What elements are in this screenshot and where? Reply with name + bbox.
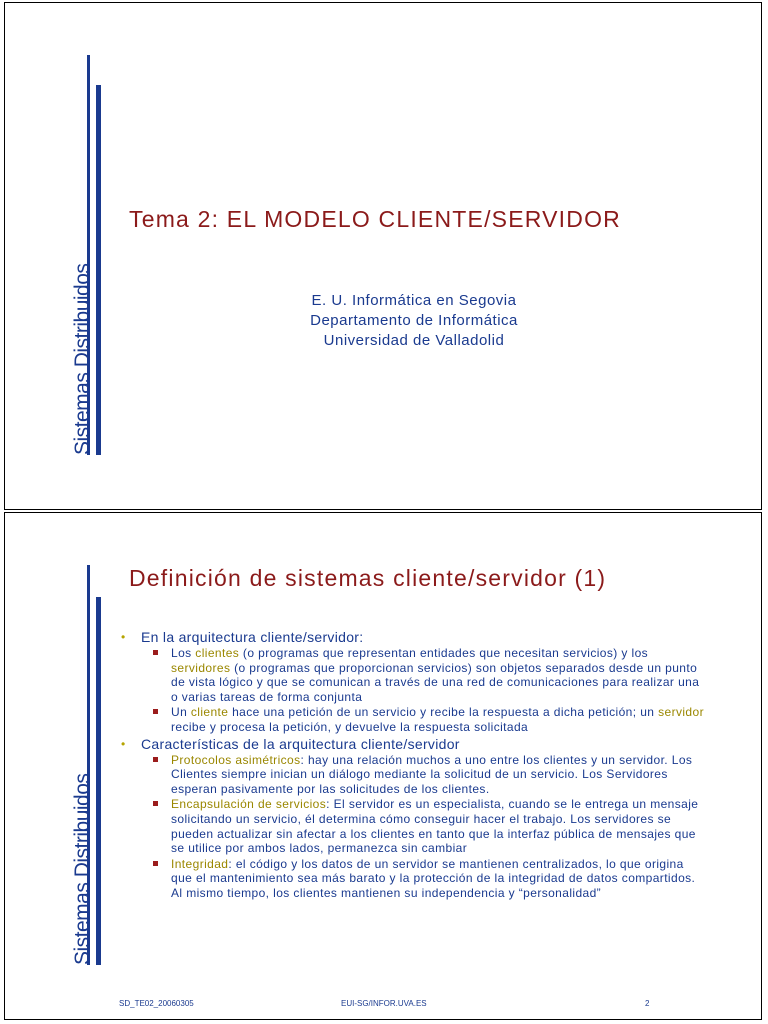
highlight-term: clientes [195, 646, 240, 660]
subtitle-line: E. U. Informática en Segovia [311, 292, 517, 309]
sub-bullet-item: Encapsulación de servicios: El servidor es un especialista, cuando se le entrega un mensaje solicitando un servicio, él determina cómo conseguir hacer el trabajo. Los servidores se pueden actualizar sin afectar a los clientes en tanto que la interfaz pública de mensajes que se utilice por ambos lados, permanezca sin cambiar [115, 797, 705, 855]
slide-body [115, 629, 705, 902]
sub-bullet-item: Protocolos asimétricos: hay una relación muchos a uno entre los clientes y un servidor. Los Clientes siempre inician un diálogo mediante la solicitud de un servicio. Los Servidores esperan pasivamente por las solicitudes de los clientes. [115, 753, 705, 797]
page-number: 2 [645, 999, 650, 1008]
bullet-dot-icon: • [121, 630, 126, 644]
square-bullet-icon [153, 650, 158, 655]
square-bullet-icon [153, 757, 158, 762]
slide-2 [4, 512, 762, 1020]
side-label: Sistemas Distribuidos [71, 773, 94, 965]
bullet-dot-icon: • [121, 736, 126, 751]
vertical-bar-thick [96, 597, 101, 965]
footer-left: SD_TE02_20060305 [119, 999, 194, 1008]
slide-1 [4, 2, 762, 510]
highlight-term: cliente [190, 705, 229, 720]
highlight-term: Integridad [171, 856, 229, 871]
square-bullet-icon [153, 709, 158, 714]
slide-title: Tema 2: EL MODELO CLIENTE/SERVIDOR [129, 206, 621, 232]
square-bullet-icon [153, 801, 158, 806]
sub-bullet-item: Un cliente hace una petición de un servicio y recibe la respuesta a dicha petición; un servidor recibe y procesa la petición, y devuelve la respuesta solicitada [115, 705, 705, 734]
sub-bullet-item: Integridad: el código y los datos de un servidor se mantienen centralizados, lo que origina que el mantenimiento sea más barato y la protección de la integridad de datos compartidos. Al mismo tiempo, los clientes mantienen su independencia y “personalidad” [115, 857, 705, 901]
square-bullet-icon [153, 861, 158, 866]
highlight-term: Protocolos asimétricos [171, 752, 301, 767]
bullet-item: • En la arquitectura cliente/servidor: [121, 629, 364, 645]
subtitle-block [5, 291, 763, 351]
highlight-term: Encapsulación de servicios [171, 797, 327, 812]
vertical-bar-thick [96, 85, 101, 455]
subtitle-line: Universidad de Valladolid [323, 332, 505, 349]
bullet-item: • Características de la arquitectura cliente/servidor [121, 735, 460, 752]
slide-title: Definición de sistemas cliente/servidor (1) [129, 565, 607, 591]
subtitle-line: Departamento de Informática [310, 312, 518, 329]
highlight-term: servidores [171, 660, 231, 675]
side-label: Sistemas Distribuidos [71, 263, 94, 455]
sub-bullet-item: Los clientes (o programas que representan entidades que necesitan servicios) y los servidores (o programas que proporcionan servicios) son objetos separados desde un punto de vista lógico y que se comunican a través de una red de comunicaciones para realizar una o varias tareas de forma conjunta [115, 646, 705, 704]
highlight-term: servidor [658, 705, 704, 720]
footer-center: EUI-SG/INFOR.UVA.ES [341, 999, 427, 1008]
